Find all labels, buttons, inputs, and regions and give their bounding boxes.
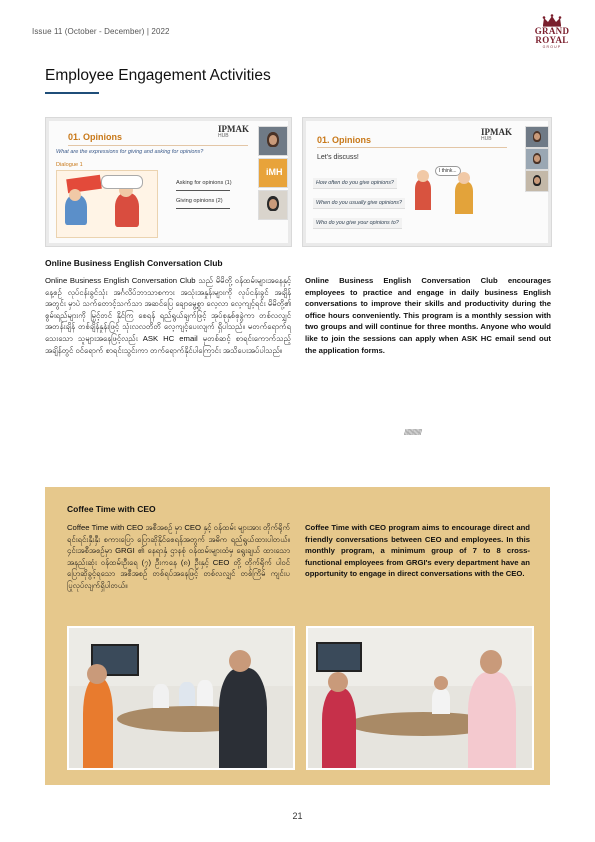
logo-line3: GROUP [542, 45, 562, 49]
page-number: 21 [292, 811, 303, 821]
ipmak-sub: HUB [218, 133, 229, 139]
speaker-head [417, 170, 429, 182]
video-tile [525, 148, 549, 170]
video-tile [258, 126, 288, 156]
logo-line1: GRAND [534, 26, 570, 36]
club-myanmar-text: Online Business English Conversation Club သည် မိမိတို့ ဝန်ထမ်းများအနေနှင့် နေ့စဉ် လုပ်ငန်းခွင်သုံး အင်္ဂလိပ်ဘာသာစကား အသုံးအနှုန်းများကို လုပ်ငန်းခွင် အချိန်အတွင်း မှာပဲ သက်တောင့်သက်သာ အဆင်ပြေ ချောမွေ့စွာ လေ့လာ လေ့ကျင့်ရင်း မိမိတို့၏ စွမ်းရည်များကို မြှင့်တင် နိုင်ကြ စေရန် ရည်ရွယ်ချက်ဖြင့် အုပ်စုနှစ်စုခွဲကာ တစ်လလျှင် အတန်းချိန် တစ်ချိန်နှုန်းဖြင့် သုံးလလတိတိ လေ့ကျင့်ပေးလျက် ရှိပါသည်။ မတက်ရောက်ရသေးသော သူများအနေဖြင့်လည်း ASK HC email မှတစ်ဆင့် စာရင်းကောက်သည့် အချိန်တွင် ဝင်ရောက် စာရင်းသွင်းကာ တက်ရောက်နိုင်ပါကြောင်း အသိပေးအပ်ပါသည်။ [45, 276, 291, 355]
slide-question: What are the expressions for giving and asking for opinions? [56, 149, 204, 155]
asking-line [176, 190, 230, 191]
coffee-photo-2 [306, 626, 534, 770]
video-tile [525, 170, 549, 192]
coffee-heading: Coffee Time with CEO [67, 504, 156, 514]
slide-rule [68, 145, 248, 146]
slide-title: 01. Opinions [317, 135, 372, 145]
club-english-text: Online Business English Conversation Club encourages employees to practice and engage in daily business English conversations to improve their skills and productivity during the office hours conveniently. This program is a monthly session with two groups and will continue for three months. Anyone who would like to join the sessions can apply when ASK HC email send out the application forms. [305, 276, 551, 355]
class-screenshot-2 [302, 117, 552, 247]
giving-line [176, 208, 230, 209]
class-screenshot-1 [45, 117, 292, 247]
title-underline [45, 92, 99, 94]
ipmak-brand: IPMAK [481, 127, 512, 137]
logo-line2: ROYAL [535, 35, 569, 45]
speaker-figure [415, 180, 431, 210]
page-title: Employee Engagement Activities [45, 67, 271, 84]
decorative-divider: ////////////// [404, 428, 422, 437]
coffee-english-text: Coffee Time with CEO program aims to encourage direct and friendly conversations between CEO and employees. In this monthly program, a minimum group of 7 to 8 cross-functional employees from GRGI's every department have an opportunity to engage in direct conversations with the CEO. [305, 523, 530, 579]
slide-title: 01. Opinions [68, 132, 123, 142]
grand-royal-logo [530, 14, 574, 50]
coffee-photo-1 [67, 626, 295, 770]
video-tile [525, 126, 549, 148]
cartoon-illustration [56, 170, 158, 238]
listener-head [458, 172, 470, 184]
club-heading: Online Business English Conversation Club [45, 258, 223, 268]
giving-label: Giving opinions (2) [176, 198, 223, 204]
dialogue-label: Dialogue 1 [56, 162, 83, 168]
slide-subtitle: Let's discuss! [317, 154, 359, 161]
discussion-question: Who do you give your opinions to? [313, 218, 402, 229]
ipmak-hub-logo [218, 124, 249, 139]
ipmak-sub: HUB [481, 136, 492, 142]
ipmak-brand: IPMAK [218, 124, 249, 134]
coffee-myanmar-text: Coffee Time with CEO အစီအစဉ် မှာ CEO နှင့် ဝန်ထမ်း များအား တိုက်ရိုက် ရင်းရင်းနှီးနှီး စကားပြော ပြောဆိုနိုင်စေရန်အတွက် အဓိက ရည်ရွယ်ထားပါတယ်။ ၄င်းအစီအစဉ်မှာ GRGI ၏ နေရာနှံ ဌာနစုံ ဝန်ထမ်းများထံမှ ရွေးချယ် ထားသော အနည်းဆုံး ဝန်ထမ်းဦးရေ (၇) ဦးကနေ (၈) ဦးနှင့် CEO တို့ တိုက်ရိုက် ပါဝင်ပြောဆိုခွင့်ရသော အစီအစဉ် တစ်ရပ်အနေဖြင့် တစ်လလျှင် တစ်ကြိမ် ကျင်းပပြုလုပ်လျက်ရှိပါတယ်။ [67, 523, 290, 590]
slide-rule [317, 147, 507, 148]
ipmak-hub-logo [481, 127, 512, 142]
listener-figure [455, 182, 473, 214]
video-tile [258, 190, 288, 220]
video-tile: iMH [258, 158, 288, 188]
discussion-question: How often do you give opinions? [313, 178, 397, 189]
issue-label: Issue 11 (October - December) | 2022 [32, 27, 170, 36]
asking-label: Asking for opinions (1) [176, 180, 232, 186]
discussion-question: When do you usually give opinions? [313, 198, 405, 209]
speech-bubble: I think... [435, 166, 461, 176]
